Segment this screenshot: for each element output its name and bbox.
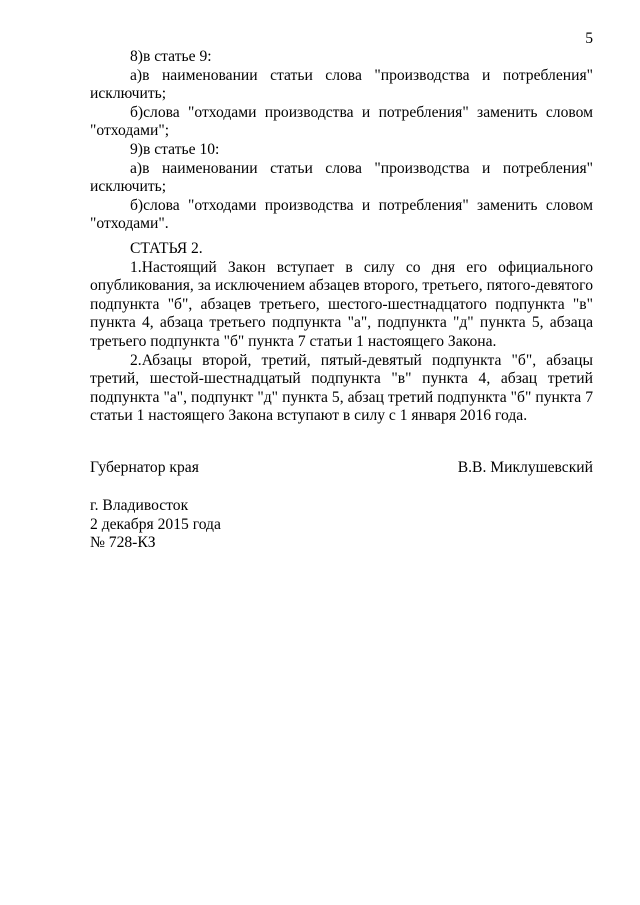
place-date-block [90, 497, 221, 553]
date-line: 2 декабря 2015 года [90, 515, 221, 533]
amendment-item: а)в наименовании статьи слова "производства и потребления" исключить; [90, 159, 593, 196]
article-2-block [90, 240, 593, 426]
amendment-item: 8)в статье 9: [130, 48, 212, 65]
signatory-name: В.В. Миклушевский [457, 459, 593, 476]
page-number: 5 [585, 30, 593, 47]
amendment-item: б)слова "отходами производства и потребления" заменить словом "отходами". [90, 196, 593, 233]
amendments-block [90, 48, 593, 234]
law-number-line: № 728-КЗ [90, 534, 156, 552]
signature-row [90, 459, 593, 478]
amendment-item: а)в наименовании статьи слова "производства и потребления" исключить; [90, 66, 593, 103]
article-paragraph: 2.Абзацы второй, третий, пятый-девятый подпункта "б", абзацы третий, шестой-шестнадцатый подпункта "в" пункта 4, абзац третий подпункта "а", подпункт "д" пункта 5, абзац третий подпункта "б" пункта 7 статьи 1 настоящего Закона вступают в силу с 1 января 2016 года. [90, 351, 593, 425]
amendment-item: 9)в статье 10: [130, 140, 220, 158]
article-heading: СТАТЬЯ 2. [130, 240, 203, 257]
article-paragraph: 1.Настоящий Закон вступает в силу со дня его официального опубликования, за исключением абзацев второго, третьего, пятого-девятого подпункта "б", абзацев третьего, шестого-шестнадцатого подпункта "в" пункта 4, абзаца третьего подпункта "а", подпункта "д" пункта 5, абзаца третьего подпункта "б" пункта 7 статьи 1 настоящего Закона. [90, 258, 593, 350]
amendment-item: б)слова "отходами производства и потребления" заменить словом "отходами"; [90, 103, 593, 140]
city-line: г. Владивосток [90, 497, 189, 514]
signatory-title: Губернатор края [90, 459, 199, 476]
